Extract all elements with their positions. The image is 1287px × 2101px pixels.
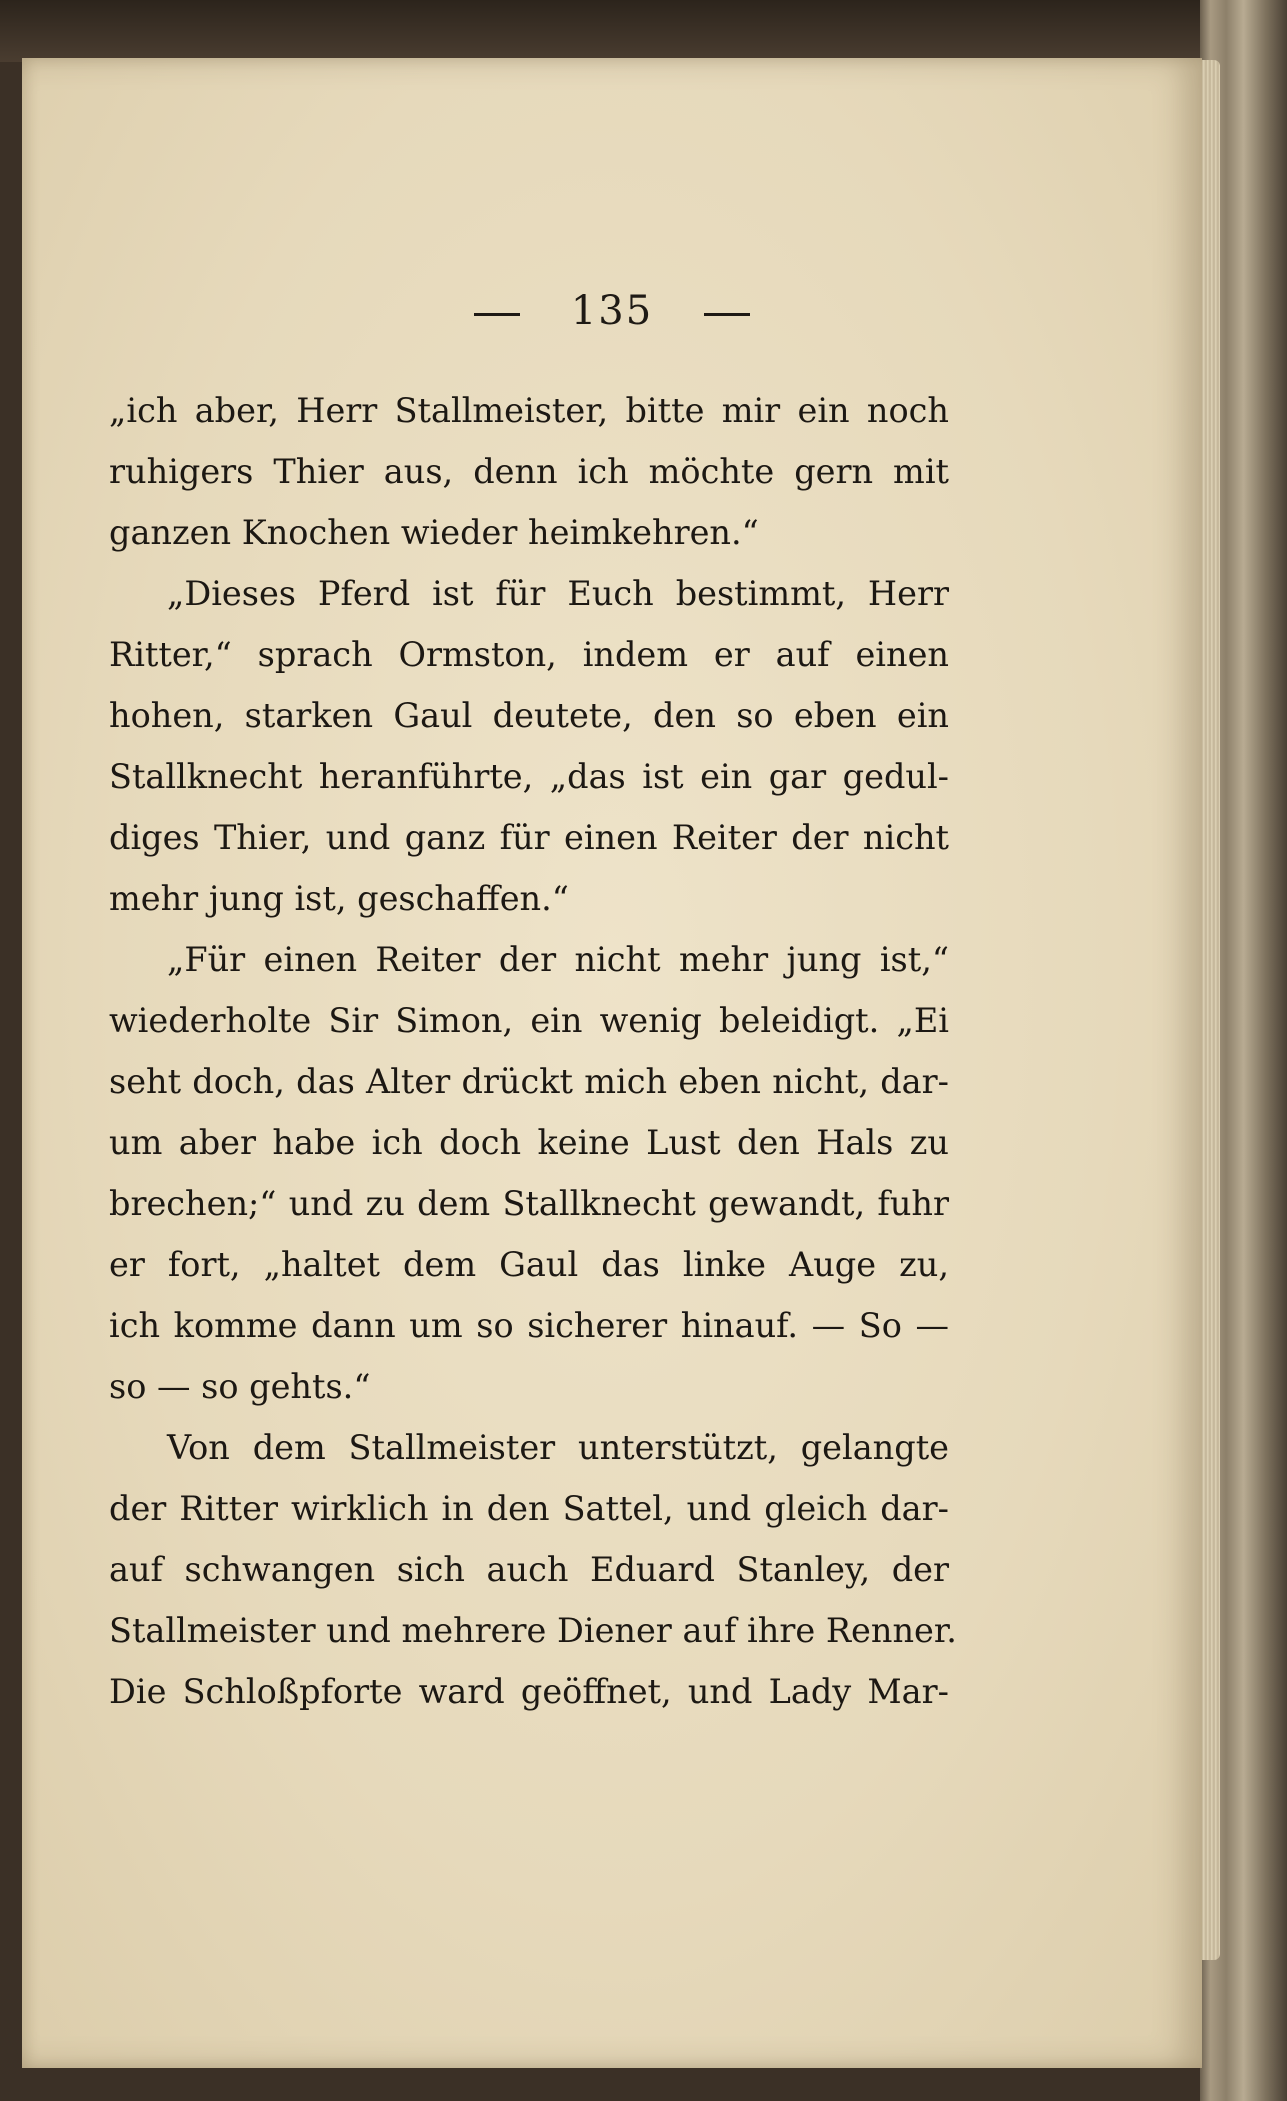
text-line: „Dieses Pferd ist für Euch bestimmt, Herr (167, 574, 949, 613)
header-dash-left (474, 313, 520, 316)
text-line: brechen;“ und zu dem Stallknecht gewandt, fuhr (109, 1184, 949, 1223)
text-line: seht doch, das Alter drückt mich eben nicht, dar- (109, 1062, 949, 1101)
text-line: wiederholte Sir Simon, ein wenig beleidigt. „Ei (109, 1001, 949, 1040)
page-header (22, 288, 1202, 348)
text-line: er fort, „haltet dem Gaul das linke Auge zu, (109, 1245, 949, 1284)
text-line: auf schwangen sich auch Eduard Stanley, der (109, 1550, 949, 1589)
text-line: so — so gehts.“ (109, 1367, 371, 1406)
text-line: Die Schloßpforte ward geöffnet, und Lady Mar- (109, 1672, 949, 1711)
text-line: um aber habe ich doch keine Lust den Hals zu (109, 1123, 949, 1162)
text-line: Von dem Stallmeister unterstützt, gelangte (167, 1428, 949, 1467)
text-line: der Ritter wirklich in den Sattel, und gleich dar- (109, 1489, 949, 1528)
book-page (22, 58, 1202, 2068)
text-line: ganzen Knochen wieder heimkehren.“ (109, 513, 759, 552)
text-line: mehr jung ist, geschaffen.“ (109, 879, 569, 918)
text-line: „ich aber, Herr Stallmeister, bitte mir ein noch (109, 391, 949, 430)
page-number: 135 (570, 288, 654, 334)
text-line: ich komme dann um so sicherer hinauf. — So — (109, 1306, 949, 1345)
text-line: Stallknecht heranführte, „das ist ein gar gedul- (109, 757, 949, 796)
text-line: Ritter,“ sprach Ormston, indem er auf einen (109, 635, 949, 674)
text-line: „Für einen Reiter der nicht mehr jung ist,“ (167, 940, 949, 979)
book-cover-top (0, 0, 1287, 62)
text-line: ruhigers Thier aus, denn ich möchte gern mit (109, 452, 949, 491)
body-text (109, 380, 957, 1722)
text-line: hohen, starken Gaul deutete, den so eben ein (109, 696, 949, 735)
header-dash-right (704, 313, 750, 316)
text-line: diges Thier, und ganz für einen Reiter der nicht (109, 818, 949, 857)
text-line: Stallmeister und mehrere Diener auf ihre Renner. (109, 1611, 957, 1650)
